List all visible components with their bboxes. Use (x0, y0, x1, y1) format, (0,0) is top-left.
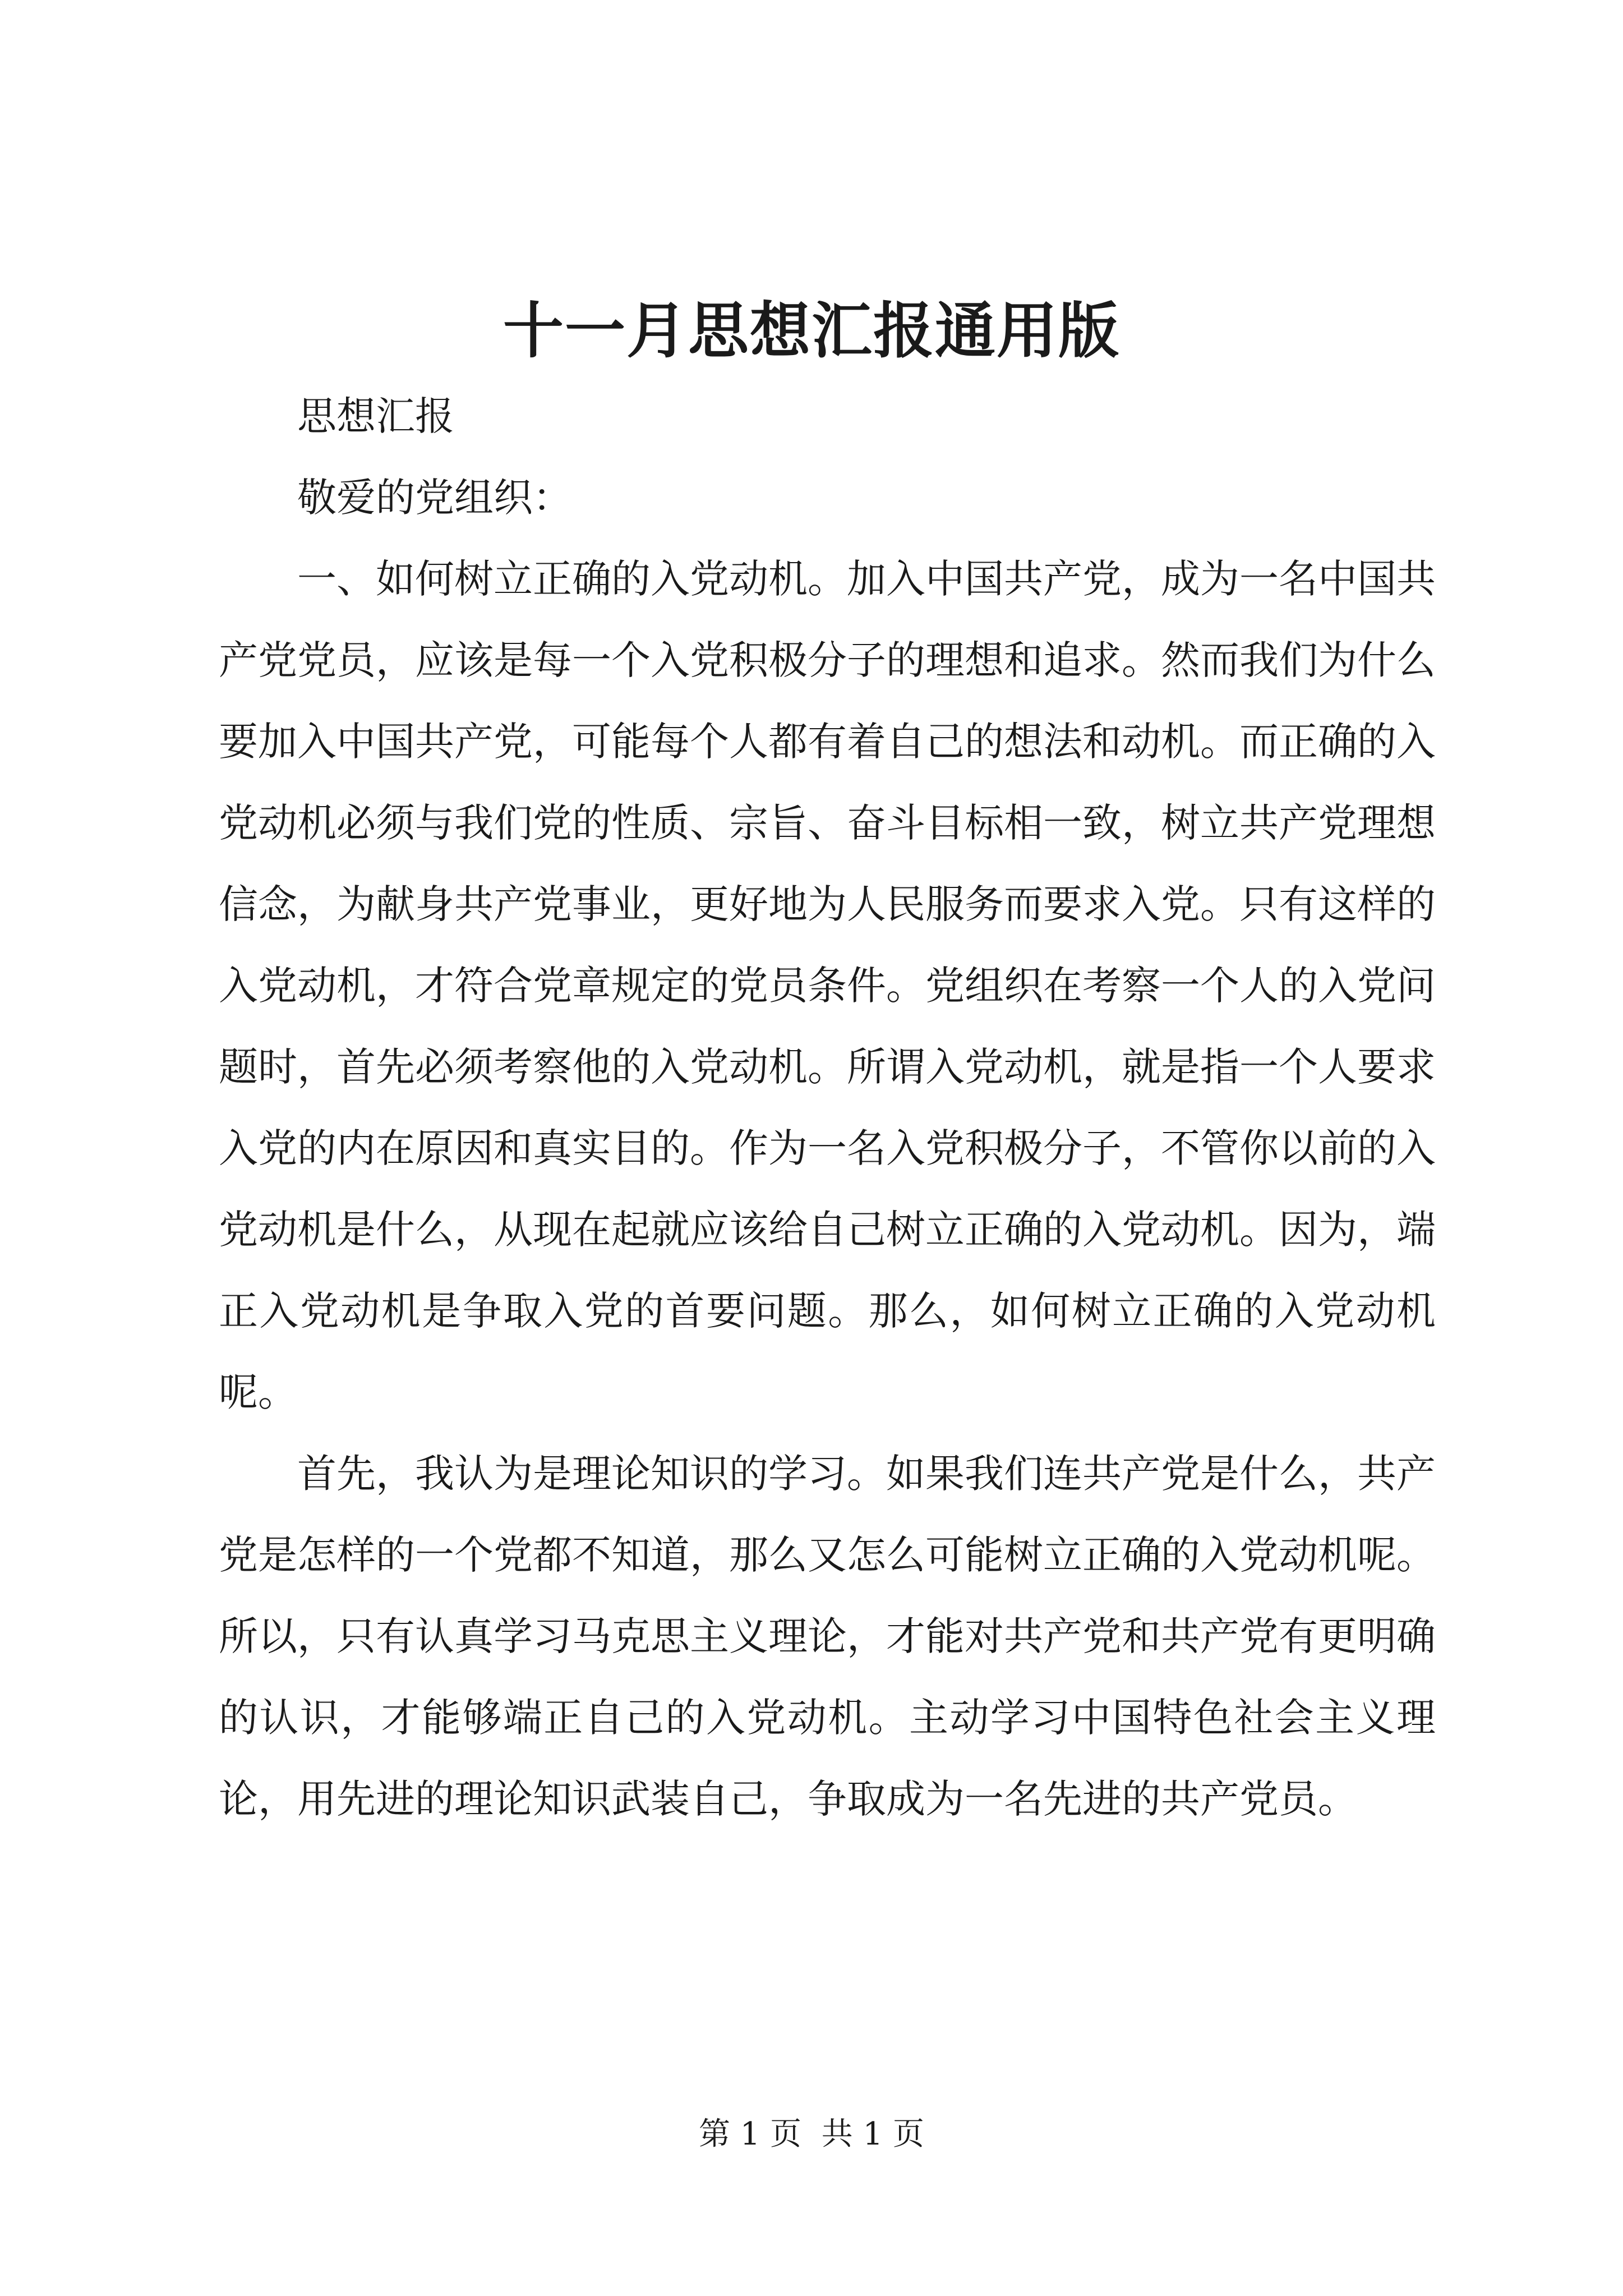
paragraph-1: 一、如何树立正确的入党动机。加入中国共产党，成为一名中国共产党党员，应该是每一个入党积极分子的理想和追求。然而我们为什么要加入中国共产党，可能每个人都有着自己的想法和动机。而正确的入党动机必须与我们党的性质、宗旨、奋斗目标相一致，树立共产党理想信念，为献身共产党事业，更好地为人民服务而要求入党。只有这样的入党动机，才符合党章规定的党员条件。党组织在考察一个人的入党问题时，首先必须考察他的入党动机。所谓入党动机，就是指一个人要求入党的内在原因和真实目的。作为一名入党积极分子，不管你以前的入党动机是什么，从现在起就应该给自己树立正确的入党动机。因为，端正入党动机是争取入党的首要问题。那么，如何树立正确的入党动机呢。 (219, 556, 1436, 1415)
document-title: 十一月思想汇报通用版 (502, 296, 1120, 366)
paragraph-2: 首先，我认为是理论知识的学习。如果我们连共产党是什么，共产党是怎样的一个党都不知道，那么又怎么可能树立正确的入党动机呢。所以，只有认真学习马克思主义理论，才能对共产党和共产党有更明确的认识，才能够端正自己的入党动机。主动学习中国特色社会主义理论，用先进的理论知识武装自己，争取成为一名先进的共产党员。 (219, 1451, 1436, 1822)
report-heading: 思想汇报 (297, 393, 454, 439)
document-body (219, 376, 1436, 1840)
page-number: 第 1 页 (698, 2116, 802, 2152)
salutation: 敬爱的党组织： (297, 475, 572, 521)
page-footer (0, 2112, 1623, 2157)
page-total: 共 1 页 (821, 2116, 925, 2152)
